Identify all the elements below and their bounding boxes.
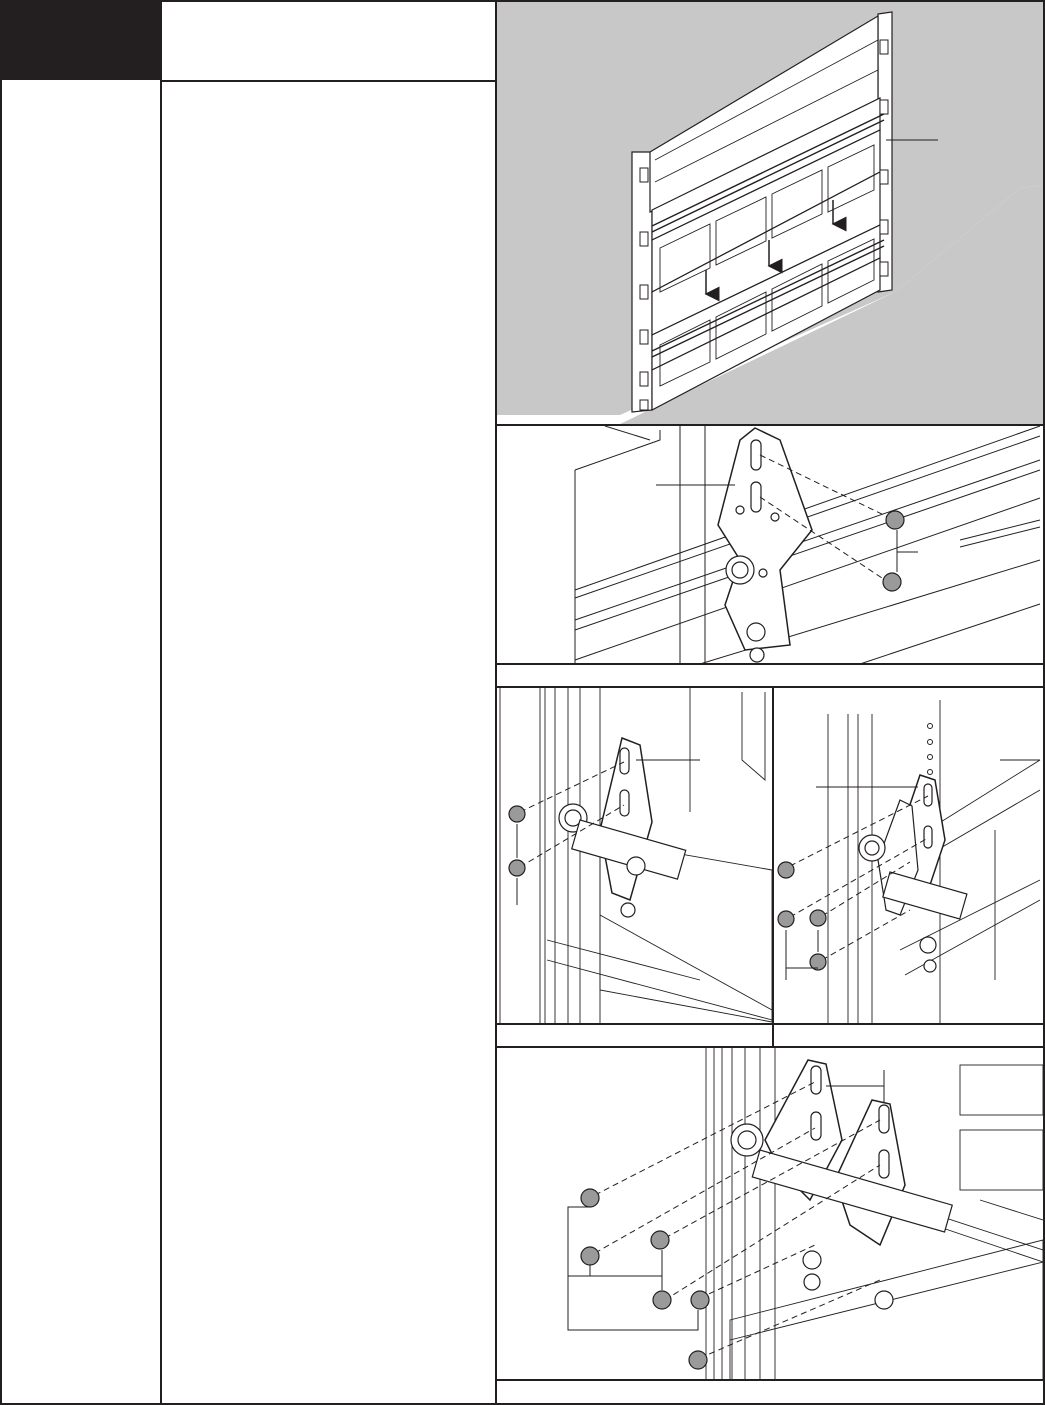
- end-hinge-single-drawing: [500, 688, 772, 1024]
- lag-screw-icon: [778, 862, 826, 970]
- hinge-icon: [718, 428, 812, 650]
- center-hinge-drawing: [575, 426, 1040, 664]
- end-hinge-quad-drawing: [568, 1048, 1043, 1380]
- end-hinge-double-drawing: [778, 700, 1040, 1024]
- door-overview-drawing: [497, 2, 1043, 424]
- lag-screw-icon: [883, 511, 904, 591]
- lag-screw-icon: [581, 1189, 709, 1369]
